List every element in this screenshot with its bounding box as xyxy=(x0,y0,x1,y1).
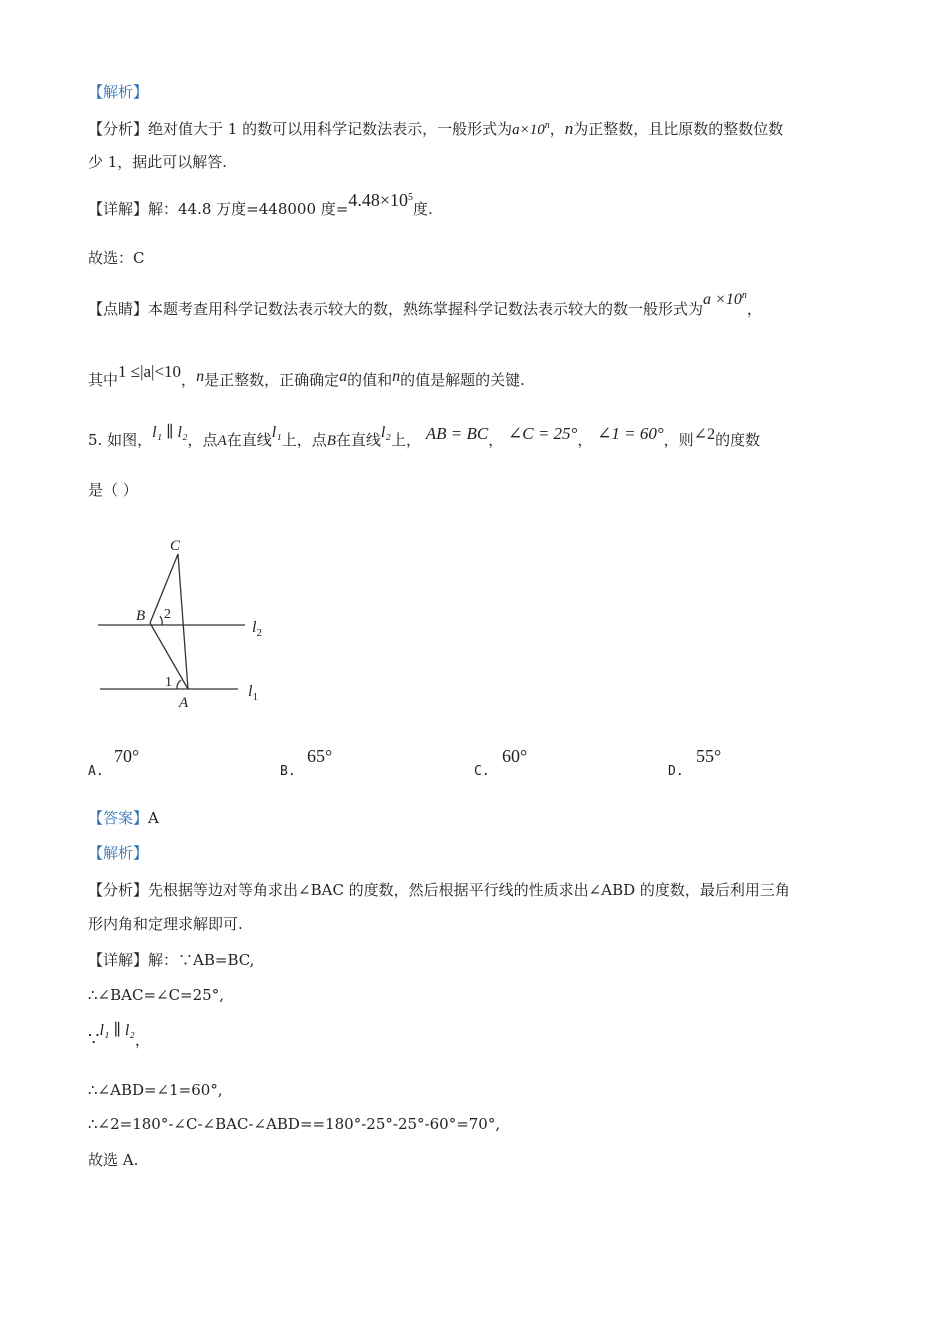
fenxi-line-1: 【分析】绝对值大于 1 的数可以用科学记数法表示，一般形式为$a\times 10^n$，n为正整数，且比原数的整数位数 xyxy=(88,119,784,138)
segment-ca xyxy=(178,554,188,689)
label-a: A xyxy=(179,695,189,711)
answer-step-4: ∴∠2=180°-∠C-∠BAC-∠ABD==180°-25°-25°-60°=70°, xyxy=(88,1115,501,1133)
label-b: B xyxy=(136,608,146,624)
xiangjie-label: 【详解】 xyxy=(88,200,149,218)
angle-2-arc xyxy=(160,616,162,625)
qizhong-line: 其中1 ≤|a|<10，n是正整数，正确确定a的值和n的值是解题的关键. xyxy=(88,362,525,389)
answer-line xyxy=(88,808,159,828)
answer-fenxi-line-2: 形内角和定理求解即可. xyxy=(88,915,243,933)
fenxi-line-2: 少 1，据此可以解答. xyxy=(88,153,228,171)
jiexi-label: 【解析】 xyxy=(88,83,149,101)
label-angle-1: 1 xyxy=(165,675,172,690)
question-5-line-2: 是（ ） xyxy=(88,481,138,499)
label-angle-2: 2 xyxy=(164,607,171,622)
answer-step-2: ∵l₁ ∥ l₂， xyxy=(88,1022,150,1050)
geometry-figure xyxy=(90,530,280,720)
label-l2: $l_2$ xyxy=(252,619,262,639)
xiangjie-line: 【详解】解：44.8 万度=448000 度$=4.48\times 10^5$度. xyxy=(88,190,433,218)
answer-fenxi-label: 【分析】 xyxy=(88,881,149,899)
fenxi-label: 【分析】 xyxy=(88,120,149,138)
dianjing-line: 【点睛】本题考查用科学记数法表示较大的数，熟练掌握科学记数法表示较大的数一般形式为$a \times 10^n$， xyxy=(88,290,762,318)
label-l1: $l_1$ xyxy=(248,683,258,703)
label-c: C xyxy=(170,538,181,554)
guxuan-c: 故选：C xyxy=(88,249,145,267)
answer-step-1: ∴∠BAC=∠C=25°, xyxy=(88,986,224,1004)
angle-1-arc xyxy=(177,680,181,689)
answer-xiangjie-label: 【详解】 xyxy=(88,951,149,969)
question-5-line-1: 5. 如图，l₁ ∥ l₂，点A在直线l₁上，点B在直线l₂上， AB = BC， ∠C = 25°， ∠1 = 60°，则∠2的度数 xyxy=(88,424,761,449)
answer-jiexi-label: 【解析】 xyxy=(88,844,149,862)
answer-xiangjie-line: 【详解】解：∵AB=BC, xyxy=(88,951,255,969)
answer-value: A xyxy=(148,809,159,827)
answer-fenxi-line-1: 【分析】先根据等边对等角求出∠BAC 的度数，然后根据平行线的性质求出∠ABD 的度数，最后利用三角 xyxy=(88,881,790,899)
answer-label: 【答案】 xyxy=(88,809,149,827)
dianjing-label: 【点睛】 xyxy=(88,300,149,318)
answer-guxuan: 故选 A. xyxy=(88,1151,139,1169)
answer-step-3: ∴∠ABD=∠1=60°, xyxy=(88,1081,223,1099)
